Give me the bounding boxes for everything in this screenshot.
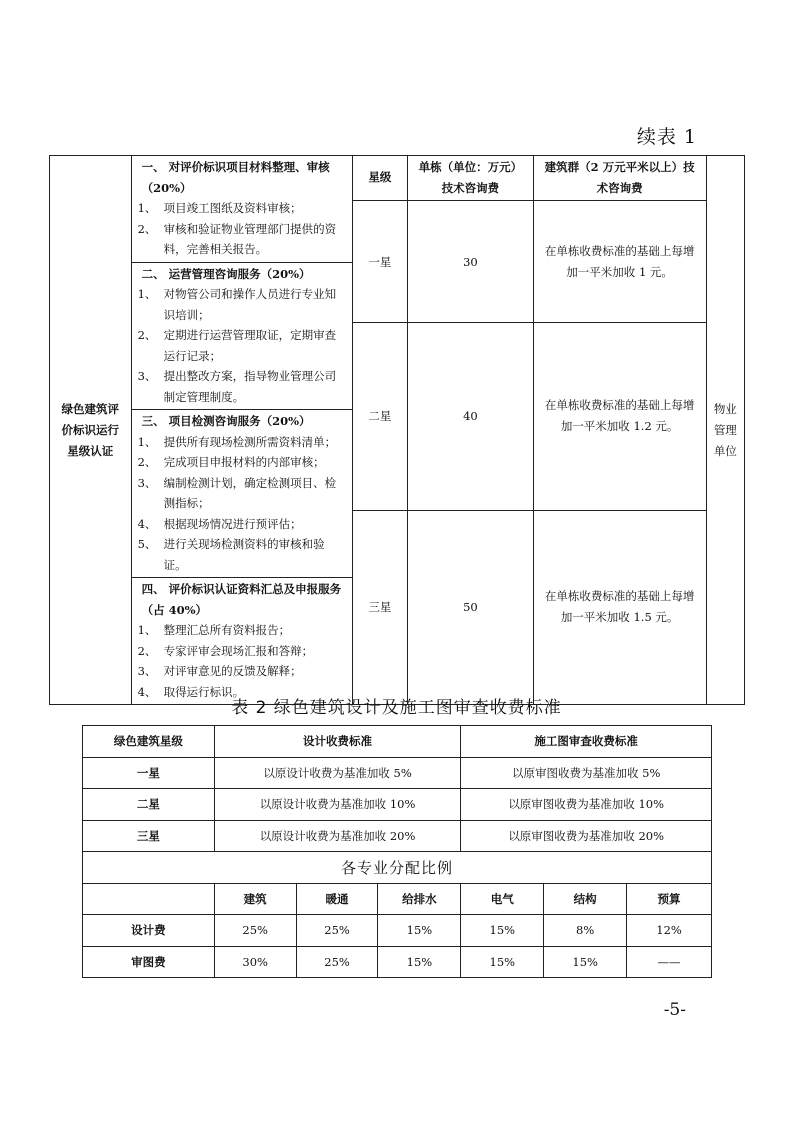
star-cell: 一星 bbox=[352, 200, 408, 323]
service-title: 一、 对评价标识项目材料整理、审核（20%） bbox=[141, 160, 330, 195]
service-item: 1、 对物管公司和操作人员进行专业知识培训； bbox=[137, 287, 337, 322]
table2-header: 设计收费标准 bbox=[214, 726, 461, 758]
fee-cell: 30 bbox=[408, 200, 533, 323]
service-item: 1、 项目竣工图纸及资料审核； bbox=[137, 201, 302, 215]
addon-cell: 在单栋收费标准的基础上每增加一平米加收 1.5 元。 bbox=[533, 510, 706, 704]
service-block bbox=[132, 578, 352, 704]
service-item: 3、 编制检测计划，确定检测项目、检测指标； bbox=[137, 475, 337, 510]
service-item: 5、 进行关现场检测资料的审核和验证。 bbox=[137, 537, 325, 572]
service-item: 1、 整理汇总所有资料报告； bbox=[137, 623, 291, 637]
service-item: 2、 完成项目申报材料的内部审核； bbox=[137, 455, 325, 469]
consulting-fee-table bbox=[49, 155, 745, 705]
service-title: 四、 评价标识认证资料汇总及申报服务（占 40%） bbox=[141, 582, 342, 617]
header-group: 建筑群（2 万元平米以上）技术咨询费 bbox=[533, 156, 706, 201]
table2-title: 表 2 绿色建筑设计及施工图审查收费标准 bbox=[231, 698, 562, 718]
service-title: 二、 运营管理咨询服务（20%） bbox=[141, 266, 311, 281]
fee-cell: 50 bbox=[408, 510, 533, 704]
service-item: 3、 提出整改方案，指导物业管理公司制定管理制度。 bbox=[137, 369, 337, 404]
service-item: 4、 取得运行标识。 bbox=[137, 684, 245, 699]
category-cell: 绿色建筑评价标识运行星级认证 bbox=[50, 156, 132, 705]
service-item: 1、 提供所有现场检测所需资料清单； bbox=[137, 434, 337, 449]
addon-cell: 在单栋收费标准的基础上每增加一平米加收 1.2 元。 bbox=[533, 323, 706, 510]
design-review-fee-table bbox=[82, 725, 712, 978]
table-row: 设计费 25% 25% 15% 15% 8% 12% bbox=[83, 915, 712, 947]
fee-cell: 40 bbox=[408, 323, 533, 510]
header-single: 单栋（单位：万元）技术咨询费 bbox=[408, 156, 533, 201]
services-cell bbox=[131, 156, 352, 705]
table-row: 一星 以原设计收费为基准加收 5% 以原审图收费为基准加收 5% bbox=[83, 757, 712, 789]
table2-header: 施工图审查收费标准 bbox=[461, 726, 712, 758]
discipline-header-row: 建筑 暖通 给排水 电气 结构 预算 bbox=[83, 883, 712, 915]
continued-table-title: 续表 1 bbox=[636, 126, 697, 148]
addon-cell: 在单栋收费标准的基础上每增加一平米加收 1 元。 bbox=[533, 200, 706, 323]
header-star: 星级 bbox=[352, 156, 408, 201]
table-row: 二星 以原设计收费为基准加收 10% 以原审图收费为基准加收 10% bbox=[83, 789, 712, 821]
service-block bbox=[132, 156, 352, 263]
service-block bbox=[132, 410, 352, 578]
service-block bbox=[132, 263, 352, 411]
allocation-section-title: 各专业分配比例 bbox=[83, 852, 712, 884]
service-item: 2、 专家评审会现场汇报和答辩； bbox=[137, 643, 314, 658]
table-row: 审图费 30% 25% 15% 15% 15% —— bbox=[83, 946, 712, 978]
star-cell: 二星 bbox=[352, 323, 408, 510]
star-cell: 三星 bbox=[352, 510, 408, 704]
service-item: 3、 对评审意见的反馈及解释； bbox=[137, 664, 302, 678]
service-item: 2、 审核和验证物业管理部门提供的资料，完善相关报告。 bbox=[137, 221, 337, 256]
table2-header: 绿色建筑星级 bbox=[83, 726, 215, 758]
service-item: 2、 定期进行运营管理取证，定期审查运行记录； bbox=[137, 328, 337, 363]
service-item: 4、 根据现场情况进行预评估； bbox=[137, 516, 302, 531]
unit-cell: 物业管理单位 bbox=[706, 156, 744, 705]
table-row: 三星 以原设计收费为基准加收 20% 以原审图收费为基准加收 20% bbox=[83, 820, 712, 852]
service-title: 三、 项目检测咨询服务（20%） bbox=[141, 414, 311, 428]
page-number: -5- bbox=[663, 1000, 686, 1020]
